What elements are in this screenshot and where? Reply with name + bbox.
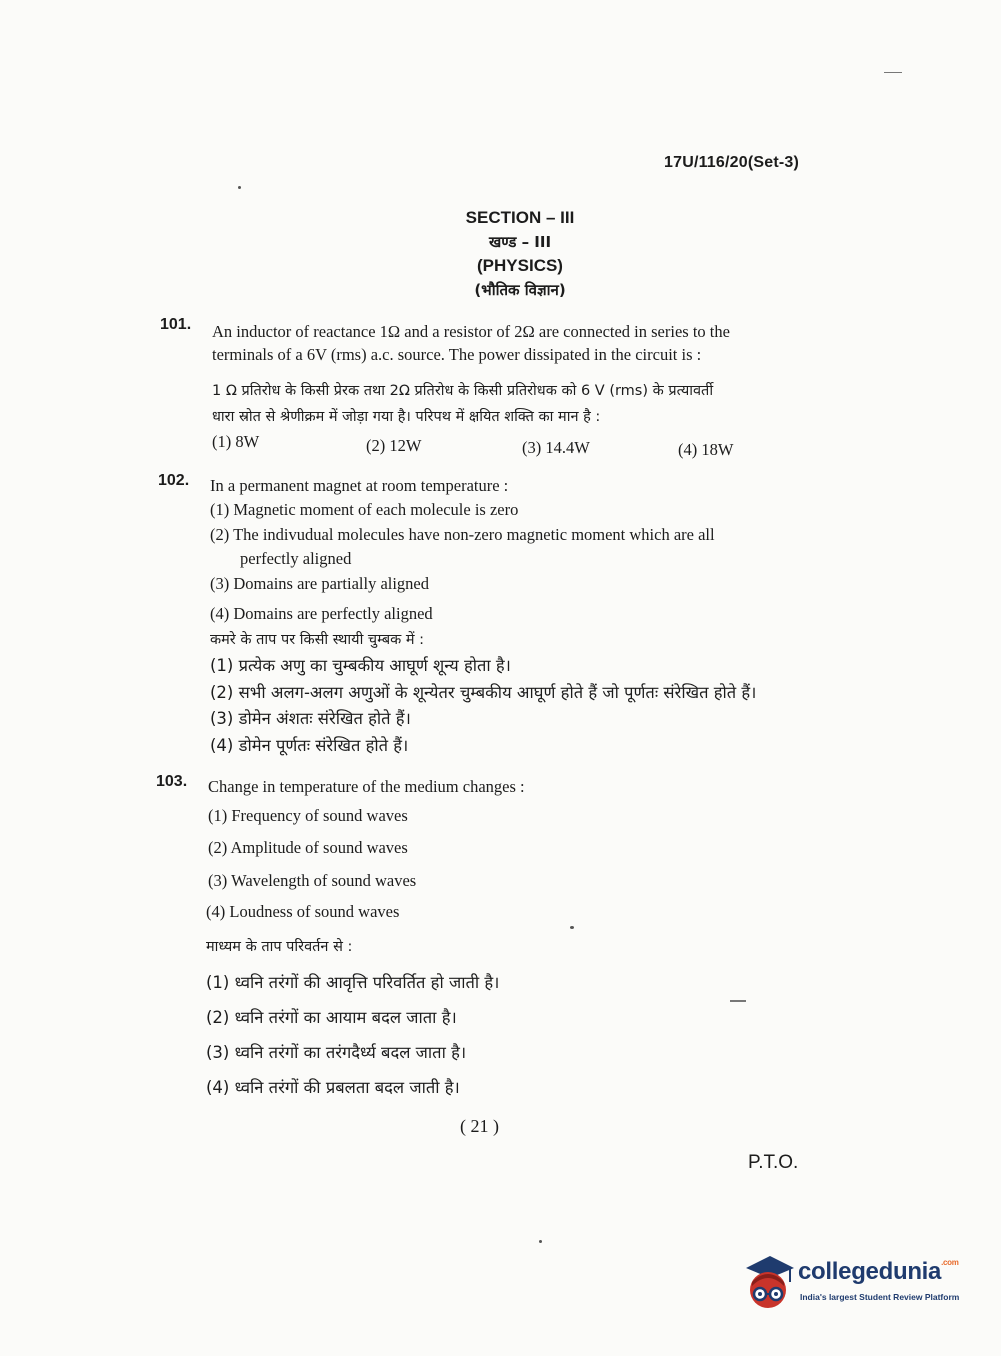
scan-mark xyxy=(884,72,902,73)
option: (2) The indivudual molecules have non-zero magnetic moment which are all xyxy=(210,525,715,544)
option-hindi: (1) प्रत्येक अणु का चुम्बकीय आघूर्ण शून्य होता है। xyxy=(210,656,511,675)
page-number: ( 21 ) xyxy=(460,1116,499,1136)
option: (2) 12W xyxy=(366,436,422,455)
mascot-icon xyxy=(740,1252,796,1316)
scan-speck xyxy=(570,926,574,929)
option: (4) 18W xyxy=(678,440,734,459)
question-text-hindi: कमरे के ताप पर किसी स्थायी चुम्बक में : xyxy=(210,632,425,648)
option-hindi: (2) सभी अलग-अलग अणुओं के शून्येतर चुम्बकीय आघूर्ण होते हैं जो पूर्णतः संरेखित होते हैं। xyxy=(210,683,757,702)
option: (3) Domains are partially aligned xyxy=(210,574,430,593)
option: (1) 8W xyxy=(212,432,260,451)
scan-mark xyxy=(730,1000,746,1002)
question-text: Change in temperature of the medium changes : xyxy=(208,777,525,796)
section-title-hindi: खण्ड – III xyxy=(488,233,552,251)
logo-tagline: India's largest Student Review Platform xyxy=(800,1292,960,1302)
section-title: SECTION – III xyxy=(465,208,575,227)
question-text-hindi: धारा स्रोत से श्रेणीक्रम में जोड़ा गया है। परिपथ में क्षयित शक्ति का मान है : xyxy=(212,409,601,425)
question-text: In a permanent magnet at room temperature : xyxy=(210,476,509,495)
question-text: terminals of a 6V (rms) a.c. source. The power dissipated in the circuit is : xyxy=(212,345,702,364)
question-text-hindi: माध्यम के ताप परिवर्तन से : xyxy=(206,939,353,955)
option: (3) 14.4W xyxy=(522,438,590,457)
scan-speck xyxy=(539,1240,542,1243)
option: (3) Wavelength of sound waves xyxy=(208,871,417,890)
subject-title-hindi: (भौतिक विज्ञान) xyxy=(474,281,566,299)
question-text: An inductor of reactance 1Ω and a resistor of 2Ω are connected in series to the xyxy=(212,322,730,341)
scan-speck xyxy=(238,186,241,189)
question-number: 102. xyxy=(158,472,190,489)
option-hindi: (4) डोमेन पूर्णतः संरेखित होते हैं। xyxy=(210,736,409,755)
question-text-hindi: 1 Ω प्रतिरोध के किसी प्रेरक तथा 2Ω प्रतिरोध के किसी प्रतिरोधक को 6 V (rms) के प्रत्यावर्ती xyxy=(212,383,714,399)
option-hindi: (3) डोमेन अंशतः संरेखित होते हैं। xyxy=(210,709,411,728)
question-number: 101. xyxy=(160,316,192,333)
option-hindi: (4) ध्वनि तरंगों की प्रबलता बदल जाती है। xyxy=(206,1078,460,1097)
question-number: 103. xyxy=(156,773,188,790)
option-hindi: (2) ध्वनि तरंगों का आयाम बदल जाता है। xyxy=(206,1008,457,1027)
option: (1) Magnetic moment of each molecule is zero xyxy=(210,500,519,519)
option-hindi: (1) ध्वनि तरंगों की आवृत्ति परिवर्तित हो जाती है। xyxy=(206,973,500,992)
option: perfectly aligned xyxy=(240,549,352,568)
option: (4) Domains are perfectly aligned xyxy=(210,604,433,623)
option: (1) Frequency of sound waves xyxy=(208,806,408,825)
paper-code: 17U/116/20(Set-3) xyxy=(664,154,800,171)
option: (4) Loudness of sound waves xyxy=(206,902,400,921)
option: (2) Amplitude of sound waves xyxy=(208,838,408,857)
logo-brand-text: collegedunia$^{.com}$ xyxy=(798,1258,959,1285)
option-hindi: (3) ध्वनि तरंगों का तरंगदैर्ध्य बदल जाता है। xyxy=(206,1043,467,1062)
collegedunia-logo xyxy=(740,1252,970,1316)
subject-title: (PHYSICS) xyxy=(477,256,563,275)
pto-label: P.T.O. xyxy=(748,1152,799,1173)
